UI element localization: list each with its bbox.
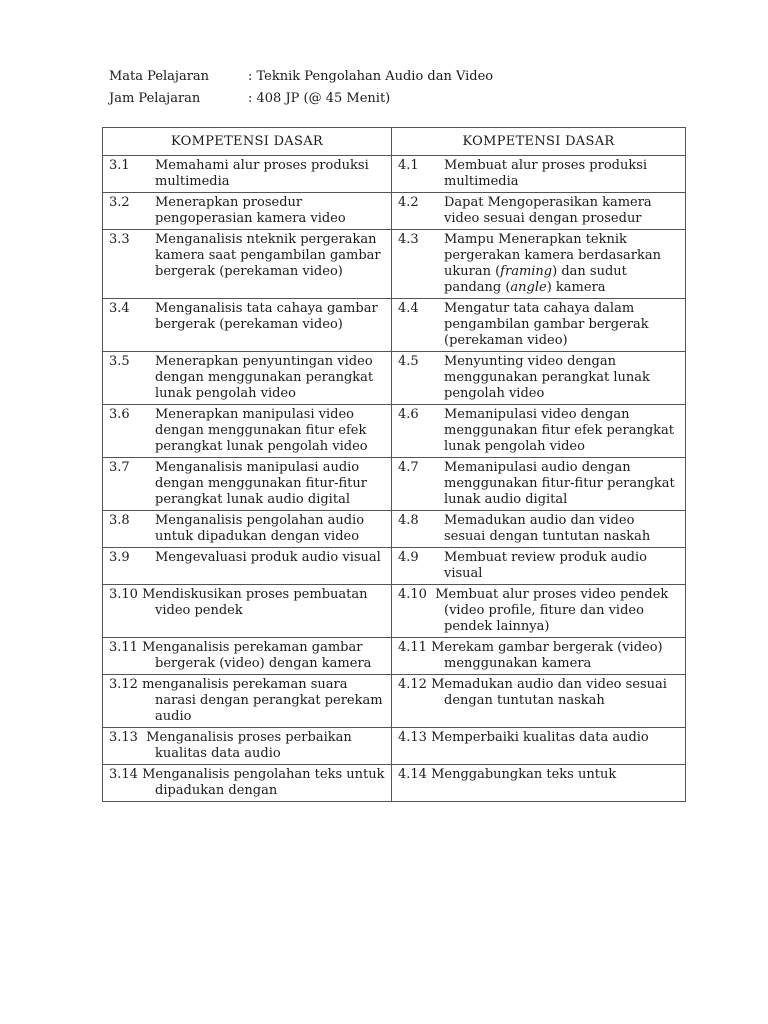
item-number: 4.10	[398, 587, 427, 602]
item-number: 4.14	[398, 767, 427, 782]
table-row	[103, 405, 686, 458]
item-number: 3.9	[109, 550, 130, 565]
item-number: 3.3	[109, 232, 130, 247]
cell-left	[103, 230, 392, 299]
item-text: Menggabungkan teks untuk	[431, 767, 617, 782]
item-number: 3.5	[109, 354, 130, 369]
item-text: Memahami alur proses produksi multimedia	[155, 158, 369, 189]
item-text: Menyunting video dengan menggunakan perangkat lunak pengolah video	[444, 354, 650, 401]
table-row	[103, 458, 686, 511]
item-text: Menganalisis manipulasi audio dengan menggunakan fitur-fitur perangkat lunak audio digital	[155, 460, 367, 507]
text-segment: ) kamera	[546, 280, 606, 295]
table-row	[103, 156, 686, 193]
hours-row	[109, 88, 493, 110]
cell-left	[103, 156, 392, 193]
table-row	[103, 193, 686, 230]
cell-right	[392, 156, 686, 193]
cell-left	[103, 638, 392, 675]
subject-row	[109, 66, 493, 88]
item-text: Memadukan audio dan video sesuai dengan tuntutan naskah	[431, 677, 667, 708]
item-text: Menganalisis pengolahan audio untuk dipadukan dengan video	[155, 513, 365, 544]
cell-left	[103, 352, 392, 405]
cell-left	[103, 548, 392, 585]
item-text: Mendiskusikan proses pembuatan video pendek	[142, 587, 368, 618]
hanging-item	[109, 767, 385, 799]
hanging-item	[109, 587, 385, 619]
item-number: 4.1	[398, 158, 419, 173]
table-row	[103, 352, 686, 405]
item-text: Dapat Mengoperasikan kamera video sesuai dengan prosedur	[444, 195, 652, 226]
item-number: 4.2	[398, 195, 419, 210]
item-number: 3.14	[109, 767, 138, 782]
item-number: 4.5	[398, 354, 419, 369]
cell-right	[392, 765, 686, 802]
hanging-item	[109, 640, 385, 672]
italic-term-angle: angle	[510, 280, 547, 295]
text-segment: ) dan sudut pandang (	[444, 264, 627, 295]
table-row	[103, 765, 686, 802]
hanging-item	[109, 677, 385, 725]
cell-right	[392, 299, 686, 352]
item-text: Membuat alur proses produksi multimedia	[444, 158, 648, 189]
hanging-item	[398, 677, 679, 709]
cell-left	[103, 728, 392, 765]
cell-left	[103, 511, 392, 548]
cell-left	[103, 299, 392, 352]
text-segment: Mampu Menerapkan teknik pergerakan kamera berdasarkan ukuran (	[444, 232, 662, 279]
cell-right	[392, 230, 686, 299]
item-number: 3.1	[109, 158, 130, 173]
cell-right	[392, 548, 686, 585]
cell-left	[103, 193, 392, 230]
cell-right	[392, 458, 686, 511]
item-number: 4.11	[398, 640, 427, 655]
document-meta	[109, 66, 493, 110]
table-row	[103, 511, 686, 548]
item-number: 3.11	[109, 640, 138, 655]
cell-left	[103, 585, 392, 638]
item-text: Menganalisis nteknik pergerakan kamera saat pengambilan gambar bergerak (perekaman video)	[155, 232, 381, 279]
item-number: 3.12	[109, 677, 138, 692]
item-text: Menerapkan penyuntingan video dengan menggunakan perangkat lunak pengolah video	[155, 354, 374, 401]
subject-label: Mata Pelajaran	[109, 69, 210, 84]
item-text: Menerapkan manipulasi video dengan menggunakan fitur efek perangkat lunak pengolah video	[155, 407, 368, 454]
table-row	[103, 728, 686, 765]
item-number: 3.6	[109, 407, 130, 422]
cell-left	[103, 675, 392, 728]
hanging-item	[398, 587, 679, 635]
cell-right	[392, 511, 686, 548]
item-text: Mengatur tata cahaya dalam pengambilan gambar bergerak (perekaman video)	[444, 301, 649, 348]
item-number: 4.3	[398, 232, 419, 247]
item-number: 3.2	[109, 195, 130, 210]
item-text: Menganalisis proses perbaikan kualitas data audio	[146, 730, 352, 761]
item-number: 4.9	[398, 550, 419, 565]
hours-label: Jam Pelajaran	[109, 91, 201, 106]
table-header-row	[103, 128, 686, 156]
item-text: Mengevaluasi produk audio visual	[155, 550, 381, 565]
cell-right	[392, 352, 686, 405]
hours-value: : 408 JP (@ 45 Menit)	[248, 91, 391, 106]
item-number: 3.8	[109, 513, 130, 528]
table-row	[103, 585, 686, 638]
item-number: 3.7	[109, 460, 130, 475]
item-text: Menganalisis pengolahan teks untuk dipadukan dengan	[142, 767, 385, 798]
hanging-item	[398, 730, 679, 746]
cell-right	[392, 675, 686, 728]
table-row	[103, 675, 686, 728]
item-text: Membuat alur proses video pendek (video profile, fiture dan video pendek lainnya)	[435, 587, 669, 634]
item-text: Memperbaiki kualitas data audio	[431, 730, 649, 745]
hanging-item	[398, 767, 679, 783]
competency-table	[102, 127, 686, 802]
item-text: Memadukan audio dan video sesuai dengan tuntutan naskah	[444, 513, 651, 544]
table-row	[103, 548, 686, 585]
item-number: 4.4	[398, 301, 419, 316]
item-text: Memanipulasi audio dengan menggunakan fitur-fitur perangkat lunak audio digital	[444, 460, 675, 507]
item-text: Memanipulasi video dengan menggunakan fitur efek perangkat lunak pengolah video	[444, 407, 675, 454]
item-number: 4.7	[398, 460, 419, 475]
item-number: 4.12	[398, 677, 427, 692]
item-number: 4.8	[398, 513, 419, 528]
item-text: Merekam gambar bergerak (video) menggunakan kamera	[431, 640, 663, 671]
cell-left	[103, 458, 392, 511]
cell-right	[392, 405, 686, 458]
cell-right	[392, 585, 686, 638]
cell-right	[392, 728, 686, 765]
item-number: 3.13	[109, 730, 138, 745]
hanging-item	[398, 640, 679, 672]
hanging-item	[109, 730, 385, 762]
item-number: 4.6	[398, 407, 419, 422]
table-row	[103, 638, 686, 675]
table-row	[103, 299, 686, 352]
subject-value: : Teknik Pengolahan Audio dan Video	[248, 69, 494, 84]
item-number: 3.10	[109, 587, 138, 602]
item-text: Membuat review produk audio visual	[444, 550, 647, 581]
header-left: KOMPETENSI DASAR	[103, 128, 392, 156]
table-row	[103, 230, 686, 299]
item-text: Menganalisis perekaman gambar bergerak (video) dengan kamera	[142, 640, 372, 671]
item-text: menganalisis perekaman suara narasi dengan perangkat perekam audio	[142, 677, 383, 724]
cell-left	[103, 765, 392, 802]
cell-right	[392, 638, 686, 675]
italic-term-framing: framing	[500, 264, 553, 279]
item-number: 3.4	[109, 301, 130, 316]
cell-right	[392, 193, 686, 230]
header-right: KOMPETENSI DASAR	[392, 128, 686, 156]
cell-left	[103, 405, 392, 458]
item-text	[444, 232, 679, 296]
item-text: Menganalisis tata cahaya gambar bergerak (perekaman video)	[155, 301, 378, 332]
item-number: 4.13	[398, 730, 427, 745]
item-text: Menerapkan prosedur pengoperasian kamera video	[155, 195, 346, 226]
